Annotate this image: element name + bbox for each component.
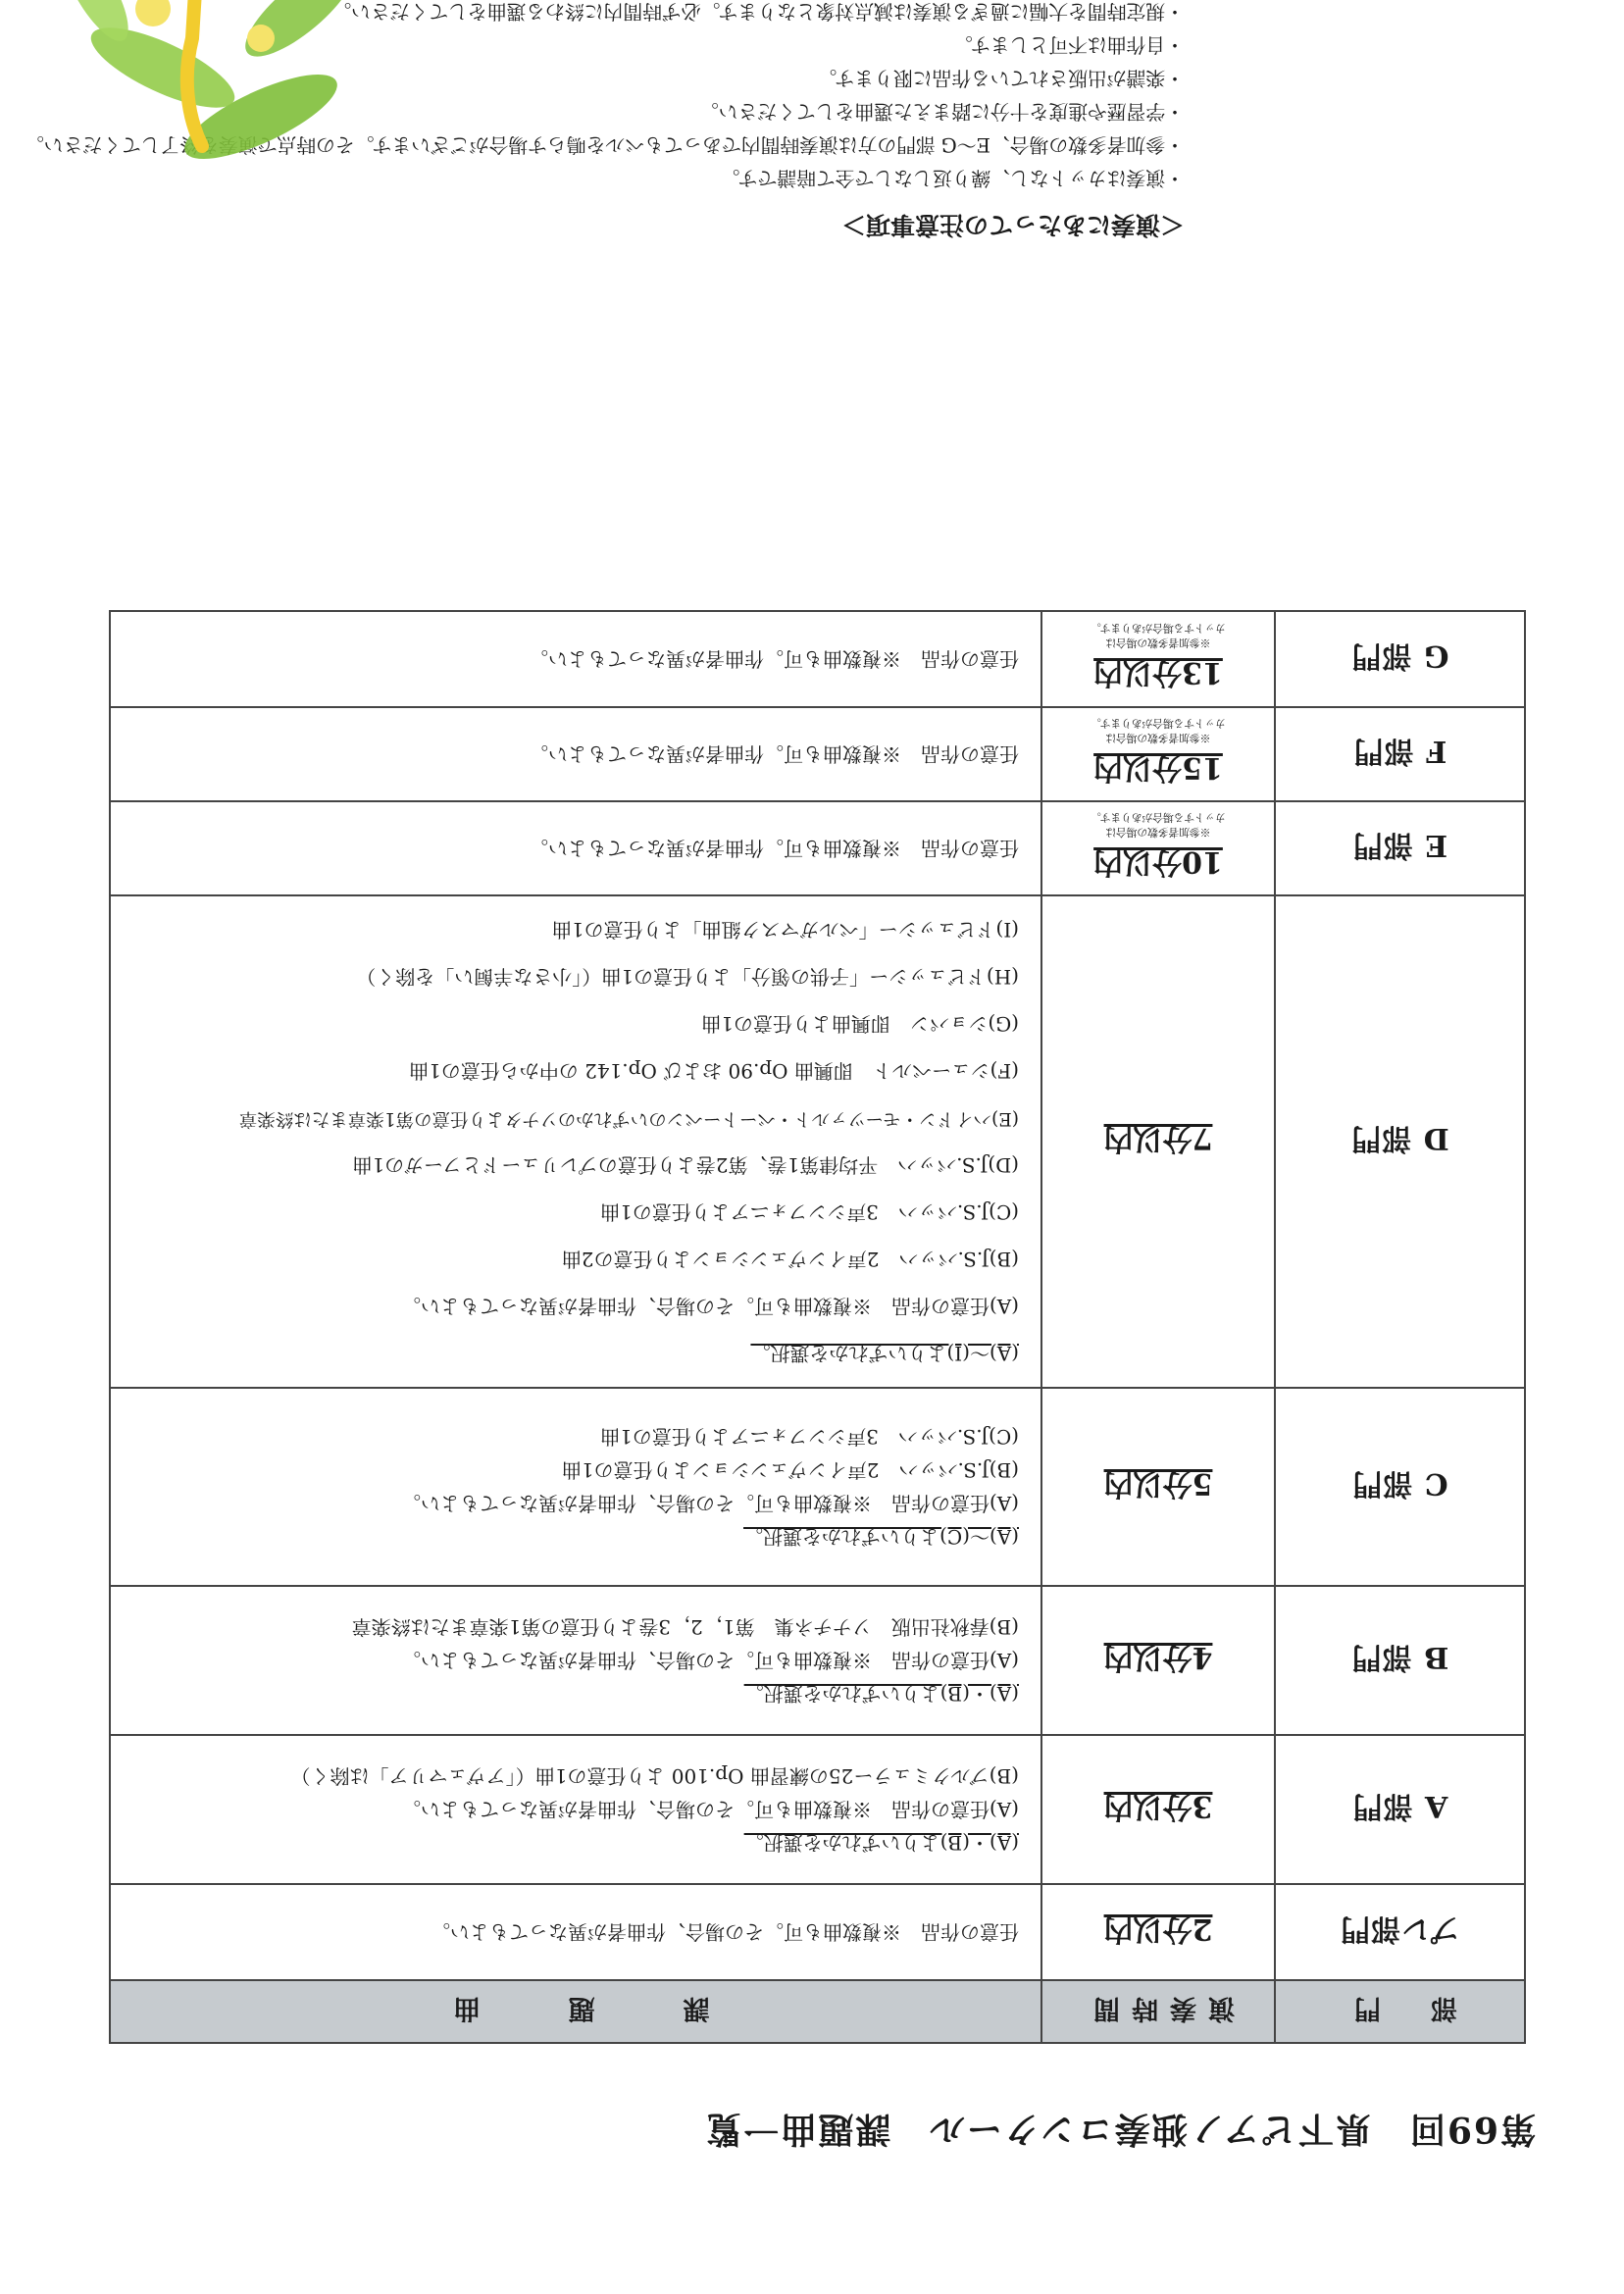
pieces-cell xyxy=(110,707,1041,801)
time-limit: 15分以内 xyxy=(1093,750,1223,785)
time-limit: 2分以内 xyxy=(1103,1912,1213,1946)
time-limit: 5分以内 xyxy=(1103,1466,1213,1501)
time-cell xyxy=(1041,801,1275,895)
piece-line: (A)任意の作品 ※複数曲も可。その場合、作曲者が異なってもよい。 xyxy=(400,1492,1019,1515)
time-cell xyxy=(1041,1735,1275,1884)
piece-line: (B)J.S.バッハ 2声インヴェンションより任意の1曲 xyxy=(561,1458,1019,1482)
time-limit: 3分以内 xyxy=(1103,1789,1213,1823)
page-title: 第69回 県下ピアノ独奏コンクール 課題曲一覧 xyxy=(704,2109,1536,2150)
piece-line: (E)ハイドン・モーツァルト・ベートーベンのいずれかのソナタより任意の第1楽章または終楽章 xyxy=(238,1108,1019,1129)
piece-line: 任意の作品 ※複数曲も可。作曲者が異なってもよい。 xyxy=(529,742,1019,766)
selection-instruction: (A)・(B)よりいずれかを選択。 xyxy=(743,1831,1019,1855)
piece-line: (A)任意の作品 ※複数曲も可。その場合、作曲者が異なってもよい。 xyxy=(400,1798,1019,1821)
note-item: ・自作曲は不可とします。 xyxy=(953,33,1185,57)
division-name: C 部門 xyxy=(1275,1388,1525,1586)
time-limit: 10分以内 xyxy=(1093,844,1223,879)
pieces-cell xyxy=(110,1586,1041,1735)
table-row xyxy=(110,611,1525,707)
time-cell xyxy=(1041,707,1275,801)
pieces-cell xyxy=(110,1735,1041,1884)
piece-line: (C)J.S.バッハ 3声シンフォニアより任意の1曲 xyxy=(599,1200,1019,1224)
header-pieces: 課 題 曲 xyxy=(110,1980,1041,2043)
selection-instruction: (A)～(I)よりいずれかを選択。 xyxy=(750,1342,1019,1365)
pieces-cell xyxy=(110,1388,1041,1586)
pieces-cell xyxy=(110,1884,1041,1980)
piece-line: (B)ブルクミュラー25の練習曲 Op.100 より任意の1曲（「アヴェマリア」は除く） xyxy=(290,1764,1019,1788)
note-item: ・学習歴や進度を十分に踏まえた選曲をしてください。 xyxy=(699,100,1185,124)
piece-line: (A)任意の作品 ※複数曲も可。その場合、作曲者が異なってもよい。 xyxy=(400,1295,1019,1318)
note-item: ・演奏はカットなし、繰り返しなしで全て暗譜です。 xyxy=(720,167,1185,190)
division-name: A 部門 xyxy=(1275,1735,1525,1884)
piece-line: (A)任意の作品 ※複数曲も可。その場合、作曲者が異なってもよい。 xyxy=(400,1649,1019,1672)
header-division: 部 門 xyxy=(1275,1980,1525,2043)
piece-line: 任意の作品 ※複数曲も可。その場合、作曲者が異なってもよい。 xyxy=(431,1920,1019,1944)
table-row xyxy=(110,1884,1525,1980)
table-row xyxy=(110,1735,1525,1884)
pieces-cell xyxy=(110,611,1041,707)
piece-line: (F)シューベルト 即興曲 Op.90 および Op.142 の中から任意の1曲 xyxy=(409,1059,1019,1083)
table-row xyxy=(110,707,1525,801)
note-item: ・楽譜が出版されている作品に限ります。 xyxy=(817,67,1185,90)
piece-line: (D)J.S.バッハ 平均律第1巻、第2巻より任意のプレリュードとフーガの1曲 xyxy=(352,1153,1019,1177)
time-note xyxy=(1046,621,1270,650)
division-name: プレ部門 xyxy=(1275,1884,1525,1980)
division-name: F 部門 xyxy=(1275,707,1525,801)
notes-heading: ＜演奏にあたっての注意事項＞ xyxy=(840,211,1185,239)
division-name: B 部門 xyxy=(1275,1586,1525,1735)
time-note-line: ※参加者多数の場合は xyxy=(1105,637,1211,649)
time-limit: 4分以内 xyxy=(1103,1640,1213,1674)
selection-instruction: (A)～(C)よりいずれかを選択。 xyxy=(743,1525,1019,1549)
piece-line: (C)J.S.バッハ 3声シンフォニアより任意の1曲 xyxy=(599,1425,1019,1449)
time-note xyxy=(1046,716,1270,745)
piece-line: 任意の作品 ※複数曲も可。作曲者が異なってもよい。 xyxy=(529,647,1019,671)
time-cell xyxy=(1041,1586,1275,1735)
piece-line: 任意の作品 ※複数曲も可。作曲者が異なってもよい。 xyxy=(529,837,1019,860)
time-cell xyxy=(1041,895,1275,1388)
table-row xyxy=(110,1388,1525,1586)
piece-line: (B)春秋社出版 ソナチネ集 第1，2，3巻より任意の第1楽章または終楽章 xyxy=(351,1615,1019,1639)
time-note xyxy=(1046,810,1270,840)
time-cell xyxy=(1041,1884,1275,1980)
time-cell xyxy=(1041,1388,1275,1586)
pieces-cell xyxy=(110,895,1041,1388)
time-note-line: ※参加者多数の場合は xyxy=(1105,732,1211,744)
piece-line: (H)ドビュッシー「子供の領分」より任意の1曲（「小さな羊飼い」を除く） xyxy=(356,965,1019,989)
time-note-line: カットする場合があります。 xyxy=(1091,811,1226,824)
note-item: ・規定時間を大幅に過ぎる演奏は減点対象となります。必ず時間内に終わる選曲をしてください。 xyxy=(331,0,1185,24)
requirements-table xyxy=(109,610,1526,2044)
piece-line: (B)J.S.バッハ 2声インヴェンションより任意の2曲 xyxy=(561,1248,1019,1271)
time-limit: 13分以内 xyxy=(1093,655,1223,689)
time-limit: 7分以内 xyxy=(1103,1121,1213,1155)
leaves-music-note-icon xyxy=(35,0,408,185)
time-note-line: カットする場合があります。 xyxy=(1091,717,1226,730)
division-name: E 部門 xyxy=(1275,801,1525,895)
header-time: 演奏時間 xyxy=(1041,1980,1275,2043)
time-cell xyxy=(1041,611,1275,707)
piece-line: (I)ドビュッシー「ベルガマスク組曲」より任意の1曲 xyxy=(551,918,1019,942)
table-row xyxy=(110,895,1525,1388)
pieces-cell xyxy=(110,801,1041,895)
table-row xyxy=(110,1586,1525,1735)
selection-instruction: (A)・(B)よりいずれかを選択。 xyxy=(743,1682,1019,1706)
division-name: D 部門 xyxy=(1275,895,1525,1388)
time-note-line: カットする場合があります。 xyxy=(1091,622,1226,635)
piece-line: (G)ショパン 即興曲より任意の1曲 xyxy=(701,1012,1019,1036)
table-header-row xyxy=(110,1980,1525,2043)
division-name: G 部門 xyxy=(1275,611,1525,707)
time-note-line: ※参加者多数の場合は xyxy=(1105,826,1211,839)
note-item: ・参加者多数の場合、E～G 部門の方は演奏時間内であってもベルを鳴らす場合がございます。その時点で演奏を終了してください。 xyxy=(25,133,1185,157)
table-row xyxy=(110,801,1525,895)
